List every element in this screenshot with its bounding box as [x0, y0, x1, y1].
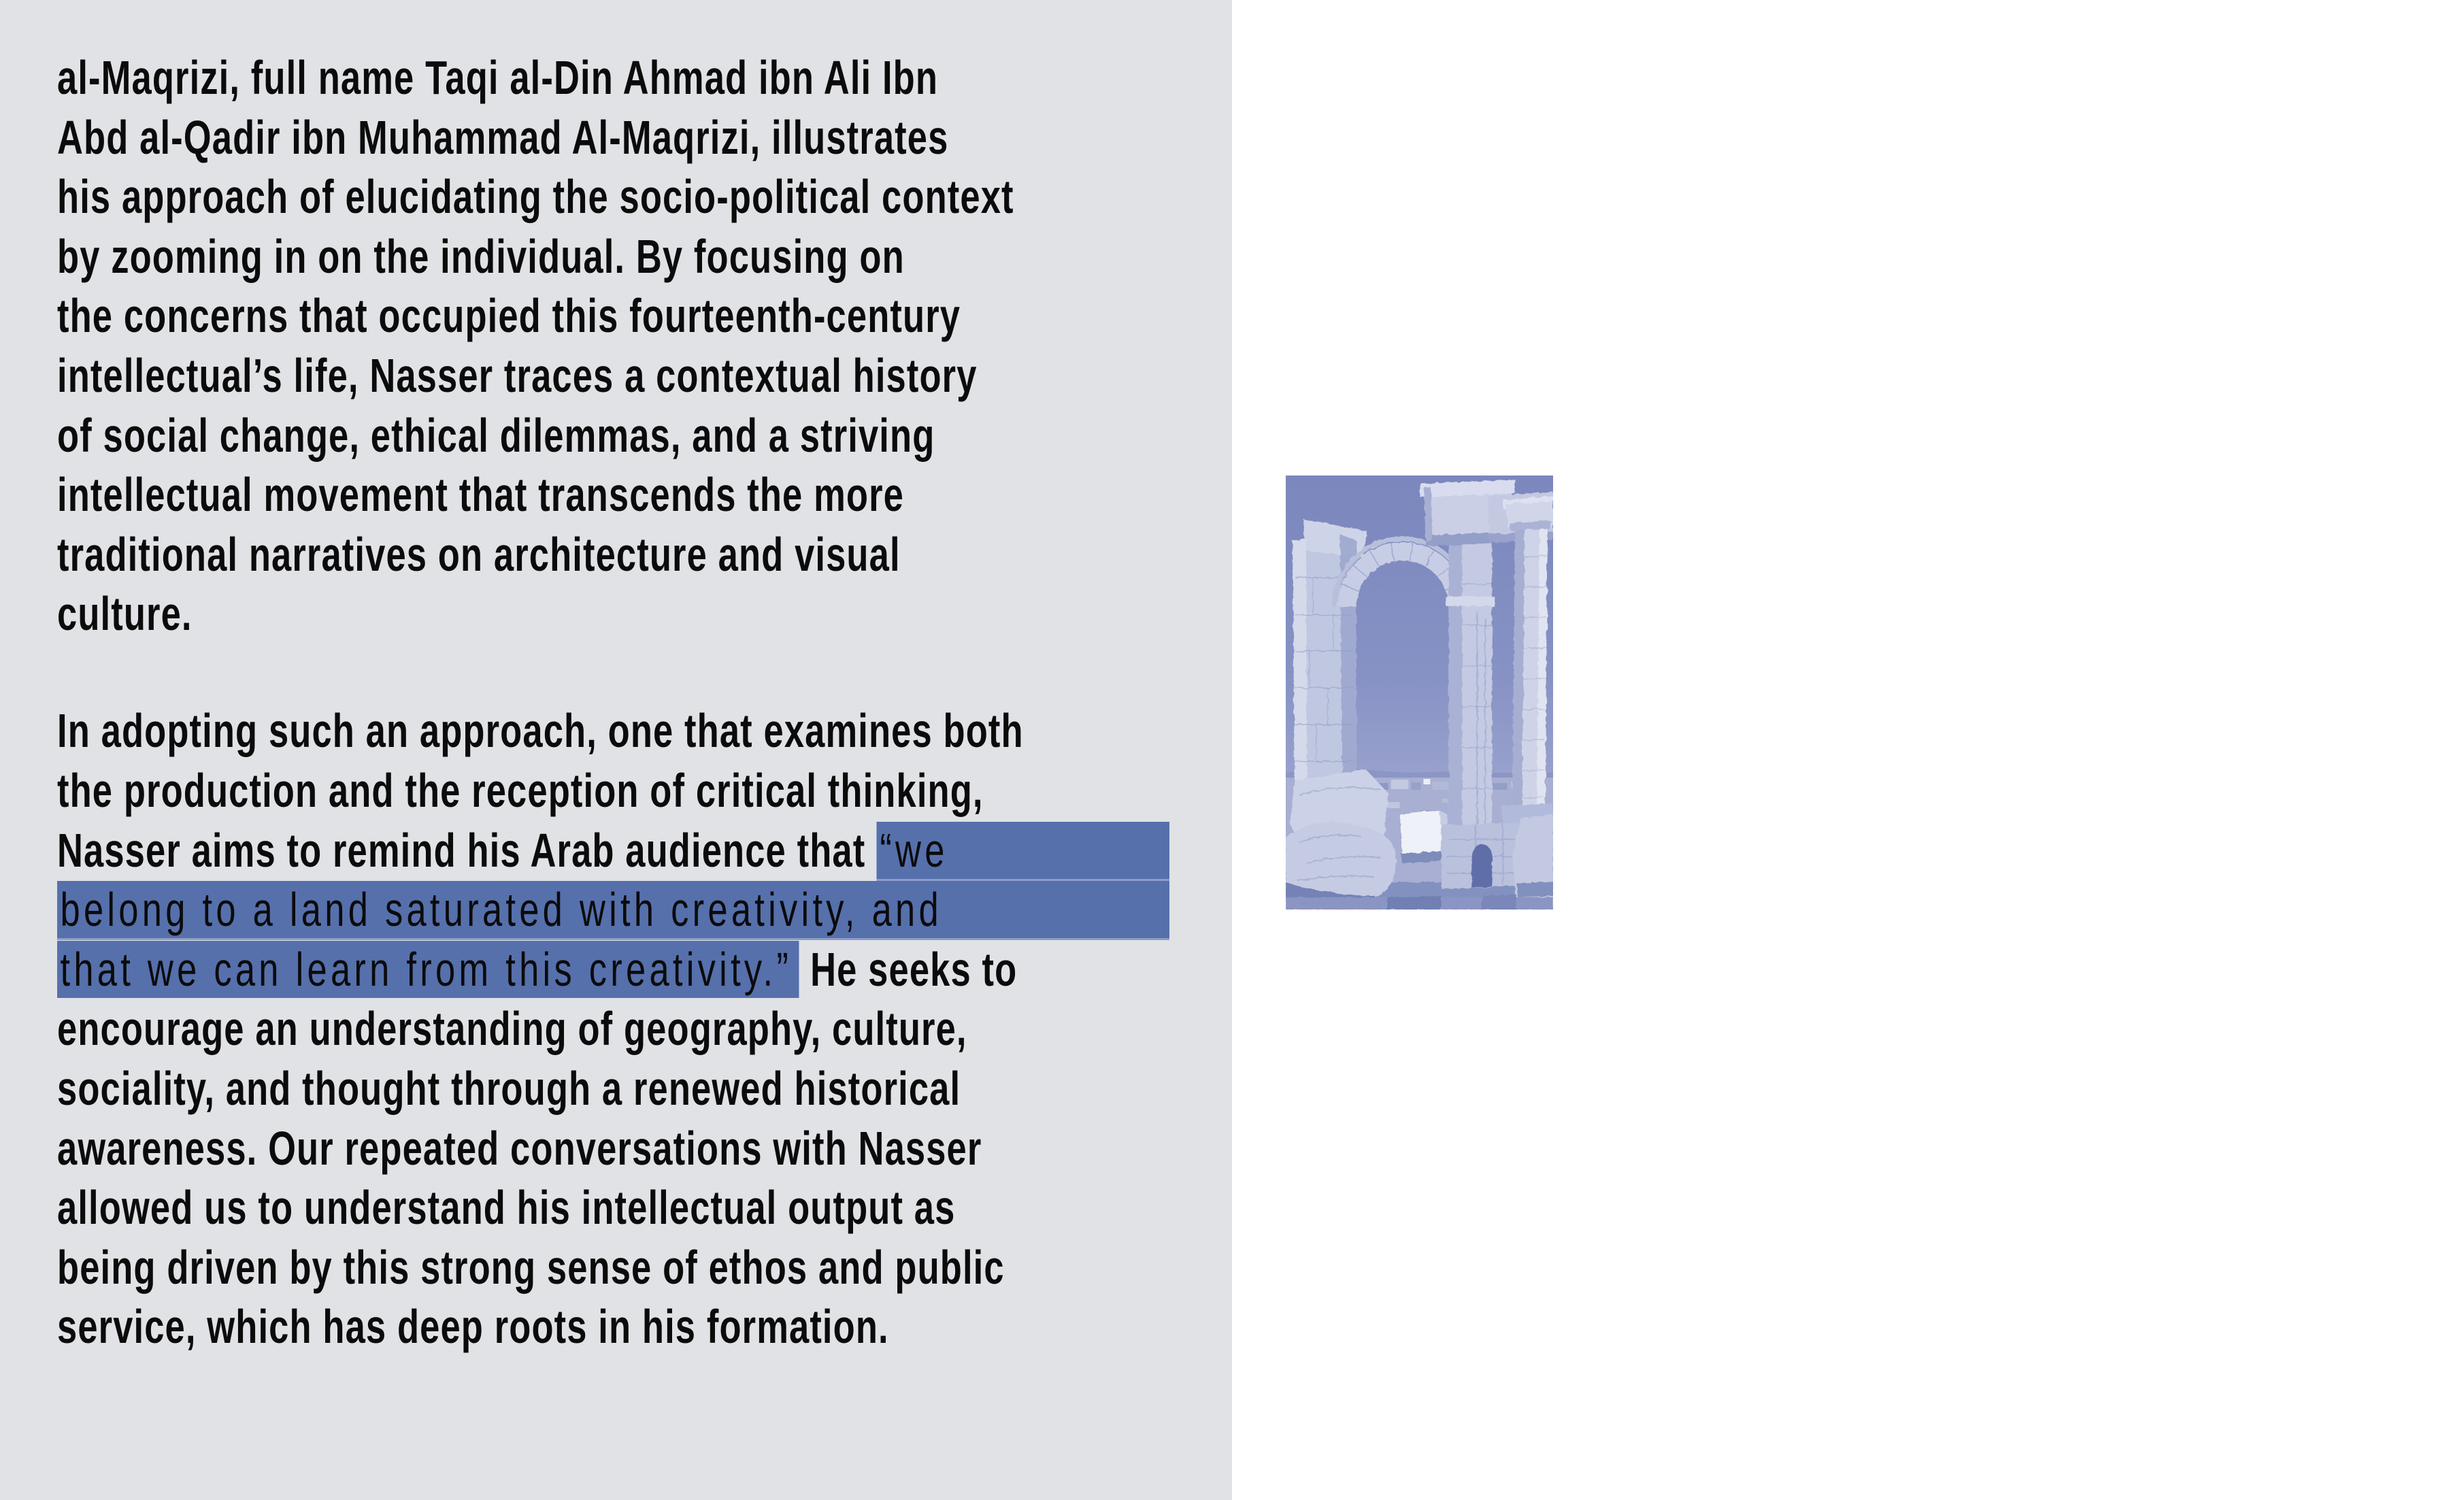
- text-line: [57, 526, 1169, 583]
- text-line-content: encourage an understanding of geography, culture,: [57, 1002, 967, 1056]
- text-line-content: being driven by this strong sense of ethos and public: [57, 1240, 1005, 1294]
- text-line-with-selection: [57, 822, 1169, 879]
- text-line: [57, 347, 1169, 404]
- text-line: [57, 1298, 1169, 1355]
- text-line-with-selection: [57, 881, 1169, 938]
- text-line-content: In adopting such an approach, one that examines both: [57, 704, 1024, 758]
- text-line-content: Abd al-Qadir ibn Muhammad Al-Maqrizi, illustrates: [57, 110, 949, 164]
- palmyra-arch-duotone-photo: [1286, 476, 1553, 910]
- text-line: [57, 585, 1169, 642]
- text-line-content: of social change, ethical dilemmas, and a striving: [57, 408, 935, 462]
- text-line: [57, 762, 1169, 819]
- text-line: [57, 168, 1169, 225]
- text-line-content: intellectual movement that transcends the more: [57, 468, 904, 522]
- highlighted-quote-text: belong to a land saturated with creativity, and: [57, 881, 1169, 938]
- text-line: [57, 49, 1169, 106]
- text-line: [57, 287, 1169, 344]
- foreground-rubble: [1286, 810, 1553, 910]
- text-line-content: his approach of elucidating the socio-political context: [57, 170, 1014, 224]
- text-line-content: awareness. Our repeated conversations with Nasser: [57, 1121, 982, 1175]
- text-line-content: Nasser aims to remind his Arab audience that: [57, 823, 866, 877]
- text-line: [57, 466, 1169, 523]
- text-line-content: culture.: [57, 587, 193, 641]
- highlighted-quote-text: “we: [877, 822, 1169, 879]
- text-line: [57, 1239, 1169, 1296]
- text-line-content: traditional narratives on architecture and visual: [57, 527, 901, 581]
- palmyra-arch-illustration: [1286, 476, 1553, 910]
- text-line-content: sociality, and thought through a renewed historical: [57, 1061, 961, 1115]
- text-line-content: He seeks to: [810, 942, 1018, 996]
- text-line-content: the production and the reception of critical thinking,: [57, 763, 984, 817]
- text-line: [57, 1179, 1169, 1236]
- text-line-content: by zooming in on the individual. By focusing on: [57, 229, 905, 283]
- text-line: [57, 1000, 1169, 1057]
- text-line: [57, 1060, 1169, 1117]
- text-line-content: al-Maqrizi, full name Taqi al-Din Ahmad ibn Ali Ibn: [57, 51, 939, 104]
- text-line: [57, 407, 1169, 464]
- text-line-content: allowed us to understand his intellectual output as: [57, 1181, 956, 1235]
- text-line-content: service, which has deep roots in his formation.: [57, 1300, 889, 1354]
- text-line: [57, 1120, 1169, 1177]
- highlighted-quote-text: that we can learn from this creativity.”: [57, 941, 799, 998]
- text-line: [57, 702, 1169, 759]
- text-line: [57, 228, 1169, 285]
- text-line-content: the concerns that occupied this fourteenth-century: [57, 289, 961, 343]
- text-line-with-selection: [57, 941, 1169, 998]
- text-line-content: intellectual’s life, Nasser traces a contextual history: [57, 348, 978, 402]
- text-line: [57, 109, 1169, 166]
